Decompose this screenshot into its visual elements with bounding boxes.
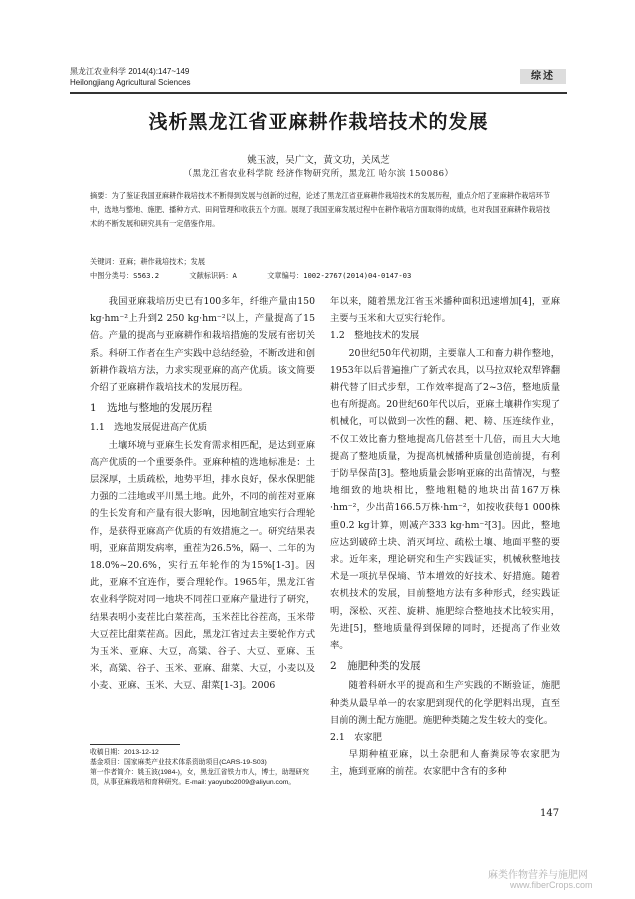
fund-project: 基金项目：国家麻类产业技术体系资助项目(CARS-19-S03) [90,759,267,766]
journal-english-name: Heilongjiang Agricultural Sciences [70,78,191,87]
section-heading-1: 1 选地与整地的发展历程 [90,402,213,415]
document-code: 文献标识码：A [189,271,237,280]
paper-title: 浅析黑龙江省亚麻耕作栽培技术的发展 [148,111,489,133]
page-number: 147 [540,808,560,819]
intro-paragraph: 我国亚麻栽培历史已有100多年，纤维产量由150 kg·hm⁻²上升到2 250 kg·hm⁻²以上，产量提高了15倍。产量的提高与亚麻耕作和栽培措施的发展有密切关系。科研工作者在生产实践中总结经验，不断改进和创新耕作栽培方法，力求实现亚麻的高产优质。该文简要介绍了亚麻耕作栽培技术的发展历程。 [90,296,315,394]
subsection-heading-1-2: 1.2 整地技术的发展 [330,330,420,342]
paragraph-2-1: 早期种植亚麻，以土杂肥和人畜粪尿等农家肥为主，施到亚麻的前茬。农家肥中含有的多种 [330,749,560,778]
keywords: 关键词：亚麻；耕作栽培技术；发展 [90,257,206,266]
journal-header [70,66,191,88]
paragraph-1-2: 20世纪50年代初期，主要靠人工和畜力耕作整地，1953年以后普遍推广了新式农具，以马拉双轮双犁铧翻耕代替了旧式步犁，工作效率提高了2~3倍，整地质量也有所提高。20世纪60年代以后，亚麻土壤耕作实现了机械化，可以做到一次性的翻、耙、耪、压连续作业，不仅工效比畜力整地提高几倍甚至十几倍，而且大大地提高了整地质量，为提高机械播种质量创造前提，有利于防旱保苗[3]。整地质量会影响亚麻的出苗情况，与整地细致的地块相比，整地粗糙的地块出苗167万株·hm⁻²，少出苗166.5万株·hm⁻²，如按收获每1 000株重0.2 kg计算，则减产333 kg·hm⁻²[3]。因此，整地应达到破碎土块、消灭坷垃、疏松土壤、地面平整的要求。近年来，理论研究和生产实践证实，机械秋整地技术是一项抗旱保墒、节本增效的好技术、好措施。随着农机技术的发展，目前整地方法有多种形式，经实践证明，深松、灭茬、旋耕、施肥综合整地技术比较实用，先进[5]，整地质量得到保障的同时，还提高了作业效率。 [330,347,560,652]
received-date: 收稿日期：2013-12-12 [90,749,159,756]
footnote-rule [90,744,180,745]
left-column [90,293,315,695]
affiliation: （黑龙江省农业科学院 经济作物研究所，黑龙江 哈尔滨 150086） [183,169,454,179]
subsection-heading-2-1: 2.1 农家肥 [330,732,382,744]
article-meta [90,271,560,281]
header-rule [70,92,567,94]
section-heading-2: 2 施肥种类的发展 [330,660,421,673]
clc-number: 中图分类号：S563.2 [90,271,160,280]
paragraph-1-1: 土壤环境与亚麻生长发育需求相匹配，是达到亚麻高产优质的一个重要条件。亚麻种植的选地标准是：土层深厚，土质疏松，地势平坦，排水良好，保水保肥能力强的二洼地或平川黑土地。此外，不同的前茬对亚麻的生长发育和产量有很大影响，因地制宜地实行合理轮作，是获得亚麻高产优质的有效措施之一。研究结果表明，亚麻苗期发病率，重茬为26.5%，隔一、二年的为18.0%~20.6%，实行五年轮作的为15%[1-3]。因此，亚麻不宜连作，要合理轮作。1965年，黑龙江省农业科学院对同一地块不同茬口亚麻产量进行了研究，结果表明小麦茬比白菜茬高，玉米茬比谷茬高，玉米带大豆茬比甜菜茬高。因此，黑龙江省过去主要轮作方式为玉米、亚麻、大豆，高粱、谷子、大豆、亚麻、玉米，高粱、谷子、玉米、亚麻、甜菜、大豆，小麦以及小麦、亚麻、玉米、大豆、甜菜[1-3]。2006 [90,439,315,692]
watermark-title: 麻类作物营养与施肥网 [488,870,588,881]
abstract: 摘要：为了鉴证我国亚麻耕作栽培技术不断得到发展与创新的过程，论述了黑龙江省亚麻耕作栽培技术的发展历程，重点介绍了亚麻耕作栽培环节中，选地与整地、施肥、播种方式、田间管理和收获五个方面。展现了我国亚麻发展过程中在耕作栽培方面取得的成绩，也对我国亚麻耕作栽培技术的不断发展和研究具有一定借鉴作用。 [90,191,551,228]
author-bio: 第一作者简介：姚玉波(1984-)，女，黑龙江省铁力市人，博士，助理研究员，从事亚麻栽培和育种研究。E-mail: yaoyubo2009@aliyun.com。 [90,769,310,786]
authors: 姚玉波，吴广文，黄文功，关凤芝 [247,155,390,166]
footnote [90,748,315,788]
article-number: 文章编号：1002-2767(2014)04-0147-03 [267,271,412,280]
section-badge: 综述 [520,69,566,84]
watermark-url: www.fiberCrops.com [510,880,593,890]
paragraph-continued: 年以来，随着黑龙江省玉米播种面积迅速增加[4]，亚麻主要与玉米和大豆实行轮作。 [330,296,560,325]
journal-citation: 黑龙江农业科学 2014(4):147~149 [70,67,190,76]
subsection-heading-1-1: 1.1 选地发展促进高产优质 [90,422,208,434]
paragraph-2: 随着科研水平的提高和生产实践的不断验证，施肥种类从最早单一的农家肥到现代的化学肥料出现，直至目前的测土配方施肥。施肥种类随之发生较大的变化。 [330,680,560,726]
right-column [330,293,560,781]
